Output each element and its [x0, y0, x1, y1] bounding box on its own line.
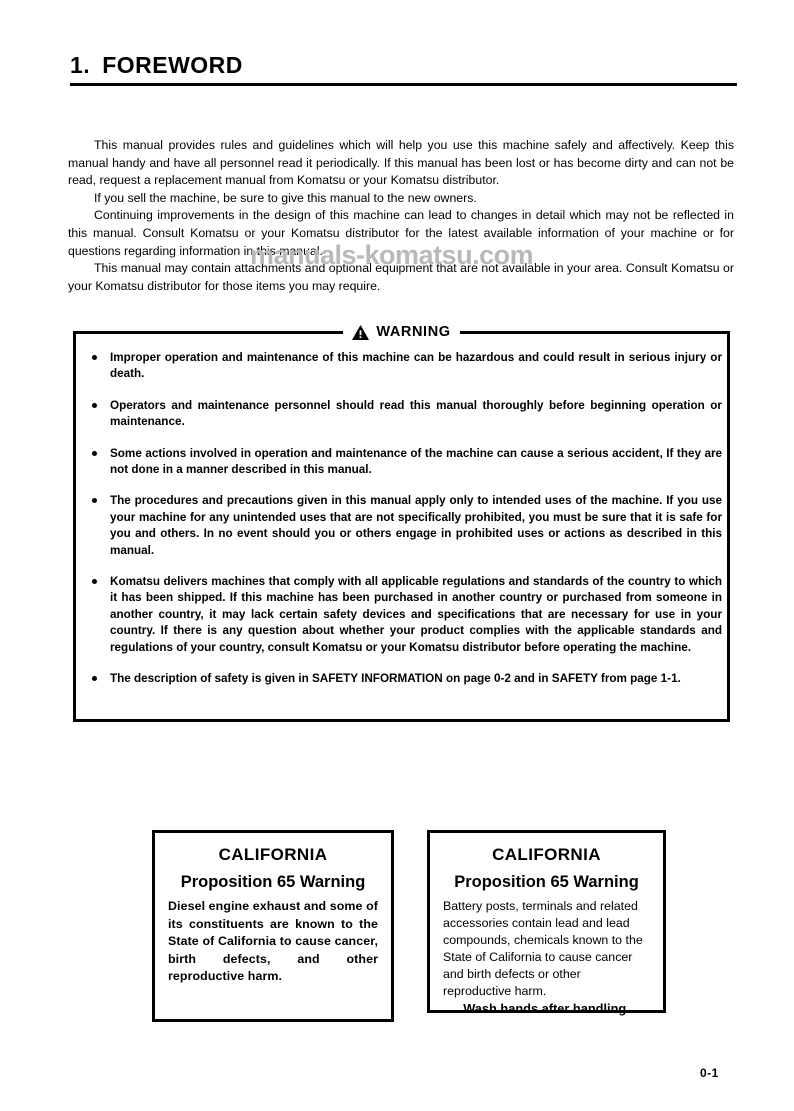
warning-header-rule-left: [253, 331, 343, 334]
bullet-dot-icon: [92, 355, 97, 360]
warning-bullet-text: The description of safety is given in SAFETY INFORMATION on page 0-2 and in SAFETY from page 1-1.: [110, 672, 681, 686]
page-title: [70, 52, 243, 79]
warning-bullet-item: [92, 398, 722, 431]
intro-text-block: [68, 137, 734, 295]
warning-bullet-item: [92, 671, 722, 687]
california-emphasis-text: Wash hands after handling.: [463, 1001, 630, 1016]
intro-paragraph-1: This manual provides rules and guidelines which will help you use this machine safely and affectively. Keep this manual handy and have all personnel read it periodically. If this manual has been lost or has become dirty and can not be read, request a replacement manual from Komatsu or your Komatsu distributor.: [68, 138, 734, 188]
warning-label: WARNING: [376, 323, 451, 340]
page-number: 0-1: [700, 1066, 719, 1080]
california-subtitle: Proposition 65 Warning: [454, 873, 639, 891]
warning-bullet-text: Operators and maintenance personnel should read this manual thoroughly before beginning operation or maintenance.: [110, 398, 722, 429]
california-prop65-diesel-box: [152, 830, 394, 1022]
warning-bullet-item: [92, 446, 722, 479]
watermark-text: manuals-komatsu.com: [250, 240, 534, 270]
california-title: CALIFORNIA: [492, 845, 601, 864]
warning-header-rule-right: [460, 331, 550, 334]
warning-bullet-item: [92, 574, 722, 656]
california-subtitle: Proposition 65 Warning: [180, 873, 366, 891]
california-title: CALIFORNIA: [218, 845, 328, 864]
california-prop65-battery-box: [427, 830, 666, 1016]
warning-bullet-list: [92, 350, 722, 703]
intro-paragraph-4: This manual may contain attachments and optional equipment that are not available in your area. Consult Komatsu or your Komatsu distributor for those items you may require.: [68, 261, 734, 293]
intro-paragraph-2: If you sell the machine, be sure to give this manual to the new owners.: [94, 190, 477, 205]
chapter-number: 1.: [70, 52, 91, 78]
bullet-dot-icon: [92, 676, 97, 681]
warning-header-center: [343, 325, 459, 340]
chapter-title-text: FOREWORD: [102, 52, 243, 78]
bullet-dot-icon: [92, 451, 97, 456]
warning-triangle-icon: [352, 325, 369, 340]
warning-bullet-text: Improper operation and maintenance of this machine can be hazardous and could result in serious injury or death.: [110, 351, 722, 381]
warning-bullet-text: Komatsu delivers machines that comply with all applicable regulations and standards of the country to which it has been shipped. If this machine has been purchased in another country or purchased from someone in another country, it may lack certain safety devices and specifications that are necessary for use in your country. If there is any question about whether your product complies with the applicable standards and regulations of your country, consult Komatsu or your Komatsu distributor before operating the machine.: [110, 575, 722, 654]
title-divider: [70, 83, 737, 86]
bullet-dot-icon: [92, 579, 97, 584]
warning-bullet-item: [92, 493, 722, 559]
bullet-dot-icon: [92, 403, 97, 408]
warning-bullet-text: The procedures and precautions given in this manual apply only to intended uses of the machine. If you use your machine for any unintended uses that are not specifically prohibited, you must be sure that it is safe for you and others. In no event should you or others engage in prohibited uses or actions as described in this manual.: [110, 494, 722, 557]
warning-box-header: [73, 322, 730, 342]
california-body-text: Battery posts, terminals and related accessories contain lead and lead compounds, chemicals known to the State of California to cause cancer and birth defects or other reproductive harm.: [443, 899, 643, 998]
california-body-text: Diesel engine exhaust and some of its constituents are known to the State of California to cause cancer, birth defects, and other reproductive harm.: [168, 899, 378, 983]
intro-paragraph-3: Continuing improvements in the design of this machine can lead to changes in detail which may not be reflected in this manual. Consult Komatsu or your Komatsu distributor for the latest available information of your machine or for questions regarding information in this manual.: [68, 208, 734, 258]
warning-bullet-item: [92, 350, 722, 383]
warning-bullet-text: Some actions involved in operation and maintenance of the machine can cause a serious accident, If they are not done in a manner described in this manual.: [110, 446, 722, 477]
bullet-dot-icon: [92, 498, 97, 503]
